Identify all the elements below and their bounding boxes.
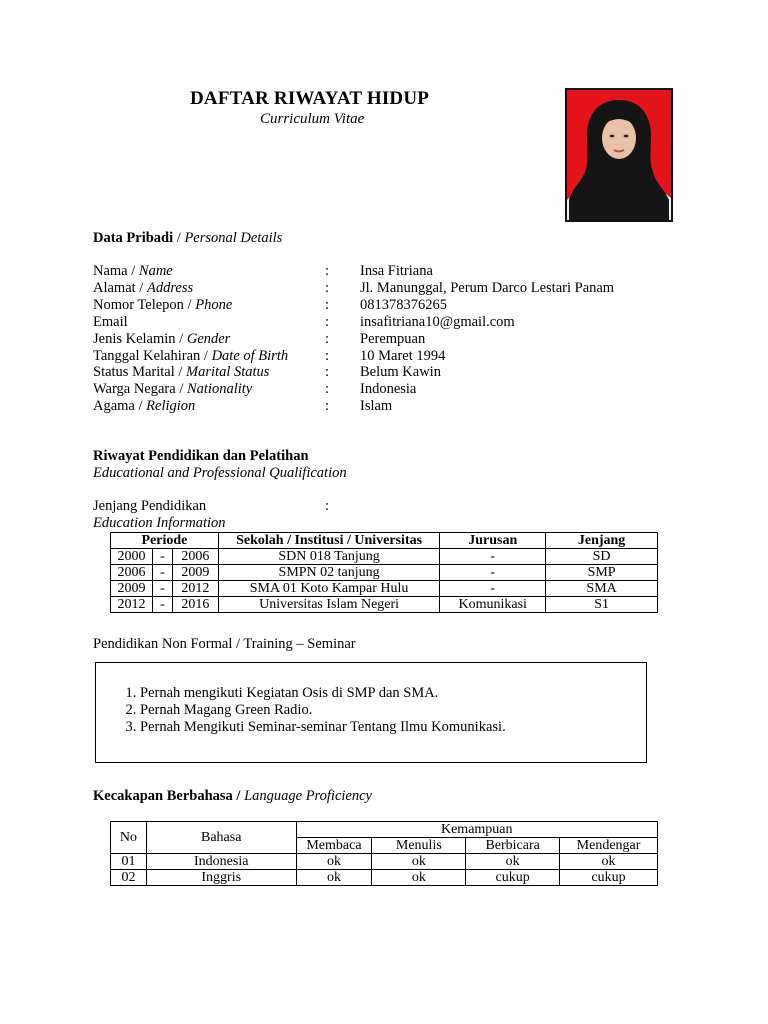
cell-level: SMA	[546, 581, 658, 597]
language-heading	[93, 788, 372, 805]
col-no: No	[111, 822, 147, 854]
row-label: Alamat / Address	[93, 280, 194, 296]
cell-level: S1	[546, 597, 658, 613]
row-value: Islam	[360, 398, 393, 414]
nonformal-list	[96, 685, 646, 736]
col-berbicara: Berbicara	[466, 838, 560, 854]
col-membaca: Membaca	[296, 838, 372, 854]
cell-no: 01	[111, 854, 147, 870]
row-value: Perempuan	[360, 331, 426, 347]
education-heading	[93, 448, 309, 465]
col-major: Jurusan	[440, 533, 546, 549]
row-value: 081378376265	[360, 297, 447, 313]
personal-row-email	[93, 314, 693, 331]
personal-row-phone	[93, 297, 693, 314]
row-value: Belum Kawin	[360, 364, 441, 380]
table-row	[111, 565, 658, 581]
cell-major: -	[440, 581, 546, 597]
cell-school: Universitas Islam Negeri	[218, 597, 439, 613]
row-colon: :	[325, 280, 330, 296]
cell-from: 2000	[111, 549, 153, 565]
personal-row-name	[93, 263, 693, 280]
row-label: Nama / Name	[93, 263, 173, 279]
table-row	[111, 597, 658, 613]
row-label: Nomor Telepon / Phone	[93, 297, 233, 313]
cell-skill: ok	[296, 854, 372, 870]
col-menulis: Menulis	[372, 838, 466, 854]
row-label: Email	[93, 314, 128, 330]
col-kemampuan: Kemampuan	[296, 822, 658, 838]
cell-from: 2006	[111, 565, 153, 581]
col-mendengar: Mendengar	[560, 838, 658, 854]
cell-bahasa: Inggris	[146, 870, 296, 886]
page-title: DAFTAR RIWAYAT HIDUP	[190, 88, 430, 109]
row-value: Jl. Manunggal, Perum Darco Lestari Panam	[360, 280, 615, 296]
row-colon: :	[325, 348, 330, 364]
cell-dash: -	[152, 565, 172, 581]
personal-row-nationality	[93, 381, 693, 398]
profile-photo	[565, 88, 673, 222]
row-colon: :	[325, 331, 330, 347]
col-bahasa: Bahasa	[146, 822, 296, 854]
jenjang-colon: :	[325, 498, 330, 514]
personal-heading-italic: Personal Details	[184, 230, 283, 246]
cell-school: SDN 018 Tanjung	[218, 549, 439, 565]
row-label: Jenis Kelamin / Gender	[93, 331, 231, 347]
cell-skill: ok	[466, 854, 560, 870]
table-row	[111, 854, 658, 870]
language-heading-bold: Kecakapan Berbahasa /	[93, 788, 241, 804]
education-heading-en	[93, 465, 347, 482]
table-row	[111, 549, 658, 565]
row-value: Indonesia	[360, 381, 417, 397]
row-colon: :	[325, 381, 330, 397]
table-row	[111, 870, 658, 886]
row-colon: :	[325, 398, 330, 414]
row-label: Status Marital / Marital Status	[93, 364, 270, 380]
cell-to: 2009	[172, 565, 218, 581]
cell-skill: cukup	[560, 870, 658, 886]
personal-heading-bold: Data Pribadi	[93, 230, 174, 246]
portrait-photo-icon	[567, 90, 671, 220]
cell-school: SMPN 02 tanjung	[218, 565, 439, 581]
language-heading-italic: Language Proficiency	[244, 788, 372, 804]
cell-skill: ok	[372, 870, 466, 886]
table-header-row	[111, 822, 658, 838]
table-row	[111, 581, 658, 597]
list-item: 1. Pernah mengikuti Kegiatan Osis di SMP dan SMA.	[140, 685, 646, 702]
cell-to: 2016	[172, 597, 218, 613]
cell-from: 2012	[111, 597, 153, 613]
cell-skill: ok	[372, 854, 466, 870]
row-colon: :	[325, 314, 330, 330]
cell-school: SMA 01 Koto Kampar Hulu	[218, 581, 439, 597]
personal-row-marital	[93, 364, 693, 381]
nonformal-box	[95, 662, 647, 763]
personal-row-birthdate	[93, 348, 693, 365]
cell-dash: -	[152, 581, 172, 597]
cell-no: 02	[111, 870, 147, 886]
cell-bahasa: Indonesia	[146, 854, 296, 870]
cell-major: -	[440, 565, 546, 581]
cell-dash: -	[152, 597, 172, 613]
language-table	[110, 821, 658, 886]
education-heading-bold: Riwayat Pendidikan dan Pelatihan	[93, 448, 309, 464]
row-label: Warga Negara / Nationality	[93, 381, 253, 397]
cell-dash: -	[152, 549, 172, 565]
col-periode: Periode	[111, 533, 219, 549]
personal-row-gender	[93, 331, 693, 348]
personal-row-address	[93, 280, 693, 297]
row-colon: :	[325, 297, 330, 313]
personal-details-heading	[93, 230, 282, 247]
education-table	[110, 532, 658, 613]
row-colon: :	[325, 364, 330, 380]
cell-to: 2006	[172, 549, 218, 565]
education-info-label: Education Information	[93, 515, 226, 531]
cell-skill: ok	[560, 854, 658, 870]
row-value: insafitriana10@gmail.com	[360, 314, 515, 330]
page-subtitle: Curriculum Vitae	[260, 111, 365, 127]
cell-from: 2009	[111, 581, 153, 597]
table-header-row	[111, 533, 658, 549]
row-label: Agama / Religion	[93, 398, 196, 414]
cell-skill: cukup	[466, 870, 560, 886]
personal-heading-sep: /	[173, 230, 185, 246]
jenjang-label: Jenjang Pendidikan	[93, 498, 207, 514]
row-value: Insa Fitriana	[360, 263, 433, 279]
cell-major: -	[440, 549, 546, 565]
nonformal-heading: Pendidikan Non Formal / Training – Seminar	[93, 636, 356, 652]
row-value: 10 Maret 1994	[360, 348, 446, 364]
cell-level: SD	[546, 549, 658, 565]
list-item: 3. Pernah Mengikuti Seminar-seminar Tentang Ilmu Komunikasi.	[140, 719, 646, 736]
cell-to: 2012	[172, 581, 218, 597]
col-level: Jenjang	[546, 533, 658, 549]
cell-skill: ok	[296, 870, 372, 886]
personal-row-religion	[93, 398, 693, 415]
row-colon: :	[325, 263, 330, 279]
list-item: 2. Pernah Magang Green Radio.	[140, 702, 646, 719]
cell-level: SMP	[546, 565, 658, 581]
cell-major: Komunikasi	[440, 597, 546, 613]
col-school: Sekolah / Institusi / Universitas	[218, 533, 439, 549]
education-heading-italic: Educational and Professional Qualification	[93, 465, 347, 481]
row-label: Tanggal Kelahiran / Date of Birth	[93, 348, 289, 364]
